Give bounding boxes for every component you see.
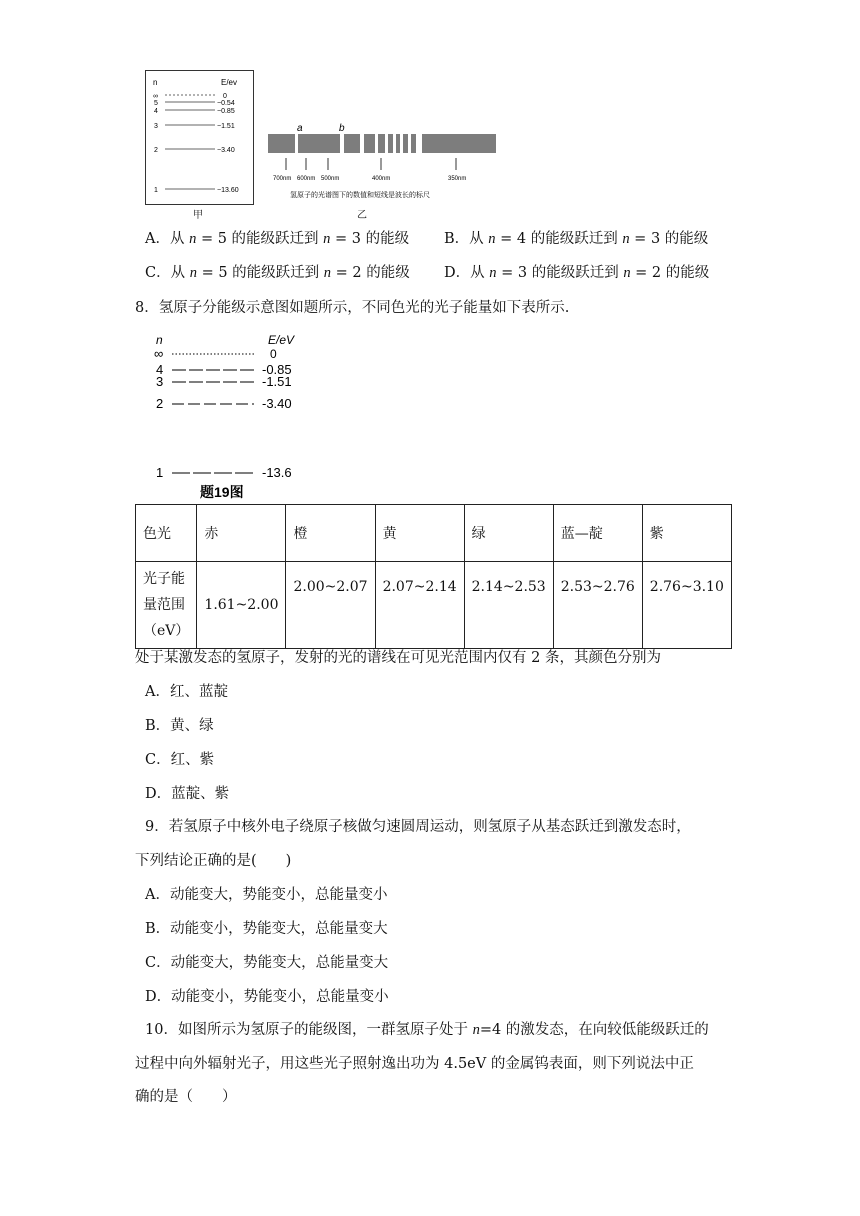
option-text: C．从 <box>145 265 190 281</box>
scale-label-500nm: 500nm <box>321 176 340 182</box>
table-header-cell: 橙 <box>286 505 375 562</box>
e-header: E/eV <box>268 333 295 347</box>
figure-b-caption: 乙 <box>357 210 367 221</box>
math-n: n <box>488 231 496 247</box>
option-text: 的能级跃迁到 <box>227 265 324 281</box>
spectrum-band <box>388 134 393 153</box>
scale-label-400nm: 400nm <box>372 176 391 182</box>
spectrum-band <box>422 134 496 153</box>
q8-option-d[interactable]: D．蓝靛、紫 <box>145 786 230 802</box>
n-header: n <box>153 78 158 87</box>
level-e-2: -3.40 <box>262 396 292 411</box>
math-n: n <box>189 231 197 247</box>
table-cell: 2.14~2.53 <box>464 562 553 649</box>
q10-stem-line2: 过程中向外辐射光子，用这些光子照射逸出功为 4.5eV 的金属钨表面，则下列说法中正 <box>135 1056 694 1072</box>
table-row-label: 光子能量范围（eV） <box>136 562 197 649</box>
spectrum-band <box>411 134 416 153</box>
level-n-inf: ∞ <box>153 93 158 100</box>
energy-level-diagram-a <box>145 70 255 206</box>
scale-label-350nm: 350nm <box>448 176 467 182</box>
n-header: n <box>156 333 163 347</box>
option-text: 的能级 <box>661 265 710 281</box>
q7-option-b[interactable] <box>444 229 708 249</box>
spectrum-band <box>344 134 360 153</box>
stem-text: =4 的激发态，在向较低能级跃迁的 <box>479 1022 709 1038</box>
math-n: n <box>622 231 630 247</box>
q8-option-a[interactable]: A．红、蓝靛 <box>145 684 228 700</box>
q9-stem-line2: 下列结论正确的是( ) <box>135 853 292 869</box>
option-text: 的能级 <box>660 231 709 247</box>
scale-label-700nm: 700nm <box>273 176 292 182</box>
q9-option-b[interactable]: B．动能变小，势能变大，总能量变大 <box>145 921 388 937</box>
energy-level-figure-a <box>145 70 255 210</box>
option-text: B．从 <box>444 231 489 247</box>
level-n-2: 2 <box>154 147 158 154</box>
q9-stem-line1: 9．若氢原子中核外电子绕原子核做匀速圆周运动，则氢原子从基态跃迁到激发态时， <box>145 819 691 835</box>
level-n-4: 4 <box>156 362 164 377</box>
q7-option-c[interactable] <box>145 263 410 283</box>
level-e-3: -1.51 <box>262 374 292 389</box>
q8-option-c[interactable]: C．红、紫 <box>145 752 215 768</box>
q9-option-d[interactable]: D．动能变小，势能变小，总能量变小 <box>145 989 389 1005</box>
option-text: 的能级跃迁到 <box>226 231 324 247</box>
level-e-5: −0.54 <box>217 100 235 107</box>
math-value: = 4 <box>495 231 527 247</box>
hydrogen-spectrum <box>266 120 502 205</box>
level-e-3: −1.51 <box>217 123 235 130</box>
figure-a-caption: 甲 <box>193 210 203 221</box>
math-value: = 3 <box>330 231 361 247</box>
spectrum-figure-b <box>266 120 502 209</box>
level-e-inf: 0 <box>270 347 277 361</box>
level-n-3: 3 <box>154 123 158 130</box>
level-e-2: −3.40 <box>217 147 235 154</box>
level-n-1: 1 <box>154 187 158 194</box>
level-e-4: -0.85 <box>262 362 292 377</box>
level-e-1: −13.60 <box>217 187 239 194</box>
level-n-1: 1 <box>156 465 164 480</box>
math-n: n <box>472 1022 480 1038</box>
table-cell: 2.76~3.10 <box>642 562 731 649</box>
math-n: n <box>323 231 331 247</box>
math-value: = 3 <box>629 231 661 247</box>
q10-stem-line1 <box>145 1020 709 1040</box>
math-n: n <box>623 265 631 281</box>
table-header-cell: 紫 <box>642 505 731 562</box>
q8-question: 处于某激发态的氢原子，发射的光的谱线在可见光范围内仅有 2 条，其颜色分别为 <box>135 650 661 666</box>
e-header: E/ev <box>221 78 238 87</box>
table-header-cell: 蓝—靛 <box>553 505 642 562</box>
option-text: A．从 <box>145 231 190 247</box>
photon-energy-table <box>135 504 732 649</box>
level-e-inf: 0 <box>223 93 227 100</box>
option-text: 的能级 <box>361 265 410 281</box>
level-e-4: −0.85 <box>217 108 235 115</box>
energy-level-figure-q8 <box>150 330 310 506</box>
table-cell: 2.53~2.76 <box>553 562 642 649</box>
level-e-1: -13.6 <box>262 465 292 480</box>
table-header-cell: 黄 <box>375 505 464 562</box>
table-row <box>136 562 732 649</box>
math-n: n <box>189 265 197 281</box>
math-value: = 5 <box>196 231 227 247</box>
math-n: n <box>323 265 332 281</box>
level-n-2: 2 <box>156 396 164 411</box>
q9-option-c[interactable]: C．动能变大，势能变大，总能量变大 <box>145 955 389 971</box>
q8-stem: 8．氢原子分能级示意图如题所示，不同色光的光子能量如下表所示. <box>135 300 570 316</box>
q9-option-a[interactable]: A．动能变大，势能变小，总能量变小 <box>145 887 388 903</box>
table-header-cell: 赤 <box>197 505 286 562</box>
stem-text: 10．如图所示为氢原子的能级图，一群氢原子处于 <box>145 1022 473 1038</box>
figure-q8-caption: 题19图 <box>200 484 244 500</box>
math-value: = 3 <box>496 265 528 281</box>
math-n: n <box>489 265 497 281</box>
option-text: 的能级跃迁到 <box>526 231 623 247</box>
line-a-label: a <box>297 123 303 134</box>
table-row <box>136 505 732 562</box>
spectrum-band <box>403 134 408 153</box>
table-cell: 1.61~2.00 <box>197 562 286 649</box>
spectrum-band <box>268 134 295 153</box>
spectrum-band <box>364 134 375 153</box>
spectrum-band <box>396 134 400 153</box>
spectrum-band <box>378 134 385 153</box>
math-value: = 5 <box>196 265 228 281</box>
math-value: = 2 <box>630 265 662 281</box>
option-text: D．从 <box>444 265 490 281</box>
spectrum-note: 氢原子的光谱图下的数值和短线是波长的标尺 <box>290 192 430 199</box>
table-header-cell: 绿 <box>464 505 553 562</box>
q7-option-d[interactable] <box>444 263 709 283</box>
q8-option-b[interactable]: B．黄、绿 <box>145 718 214 734</box>
option-text: 的能级跃迁到 <box>527 265 624 281</box>
option-text: 的能级 <box>361 231 410 247</box>
energy-level-diagram-q8 <box>150 330 310 502</box>
q7-option-a[interactable] <box>145 229 409 249</box>
table-header-cell: 色光 <box>136 505 197 562</box>
level-n-inf: ∞ <box>154 346 164 361</box>
spectrum-band <box>298 134 340 153</box>
level-n-3: 3 <box>156 374 164 389</box>
q10-stem-line3: 确的是（ ） <box>135 1089 237 1105</box>
scale-label-600nm: 600nm <box>297 176 316 182</box>
level-n-4: 4 <box>154 108 158 115</box>
table-cell: 2.07~2.14 <box>375 562 464 649</box>
math-value: = 2 <box>331 265 362 281</box>
level-n-5: 5 <box>154 100 158 107</box>
line-b-label: b <box>339 123 345 134</box>
table-cell: 2.00~2.07 <box>286 562 375 649</box>
